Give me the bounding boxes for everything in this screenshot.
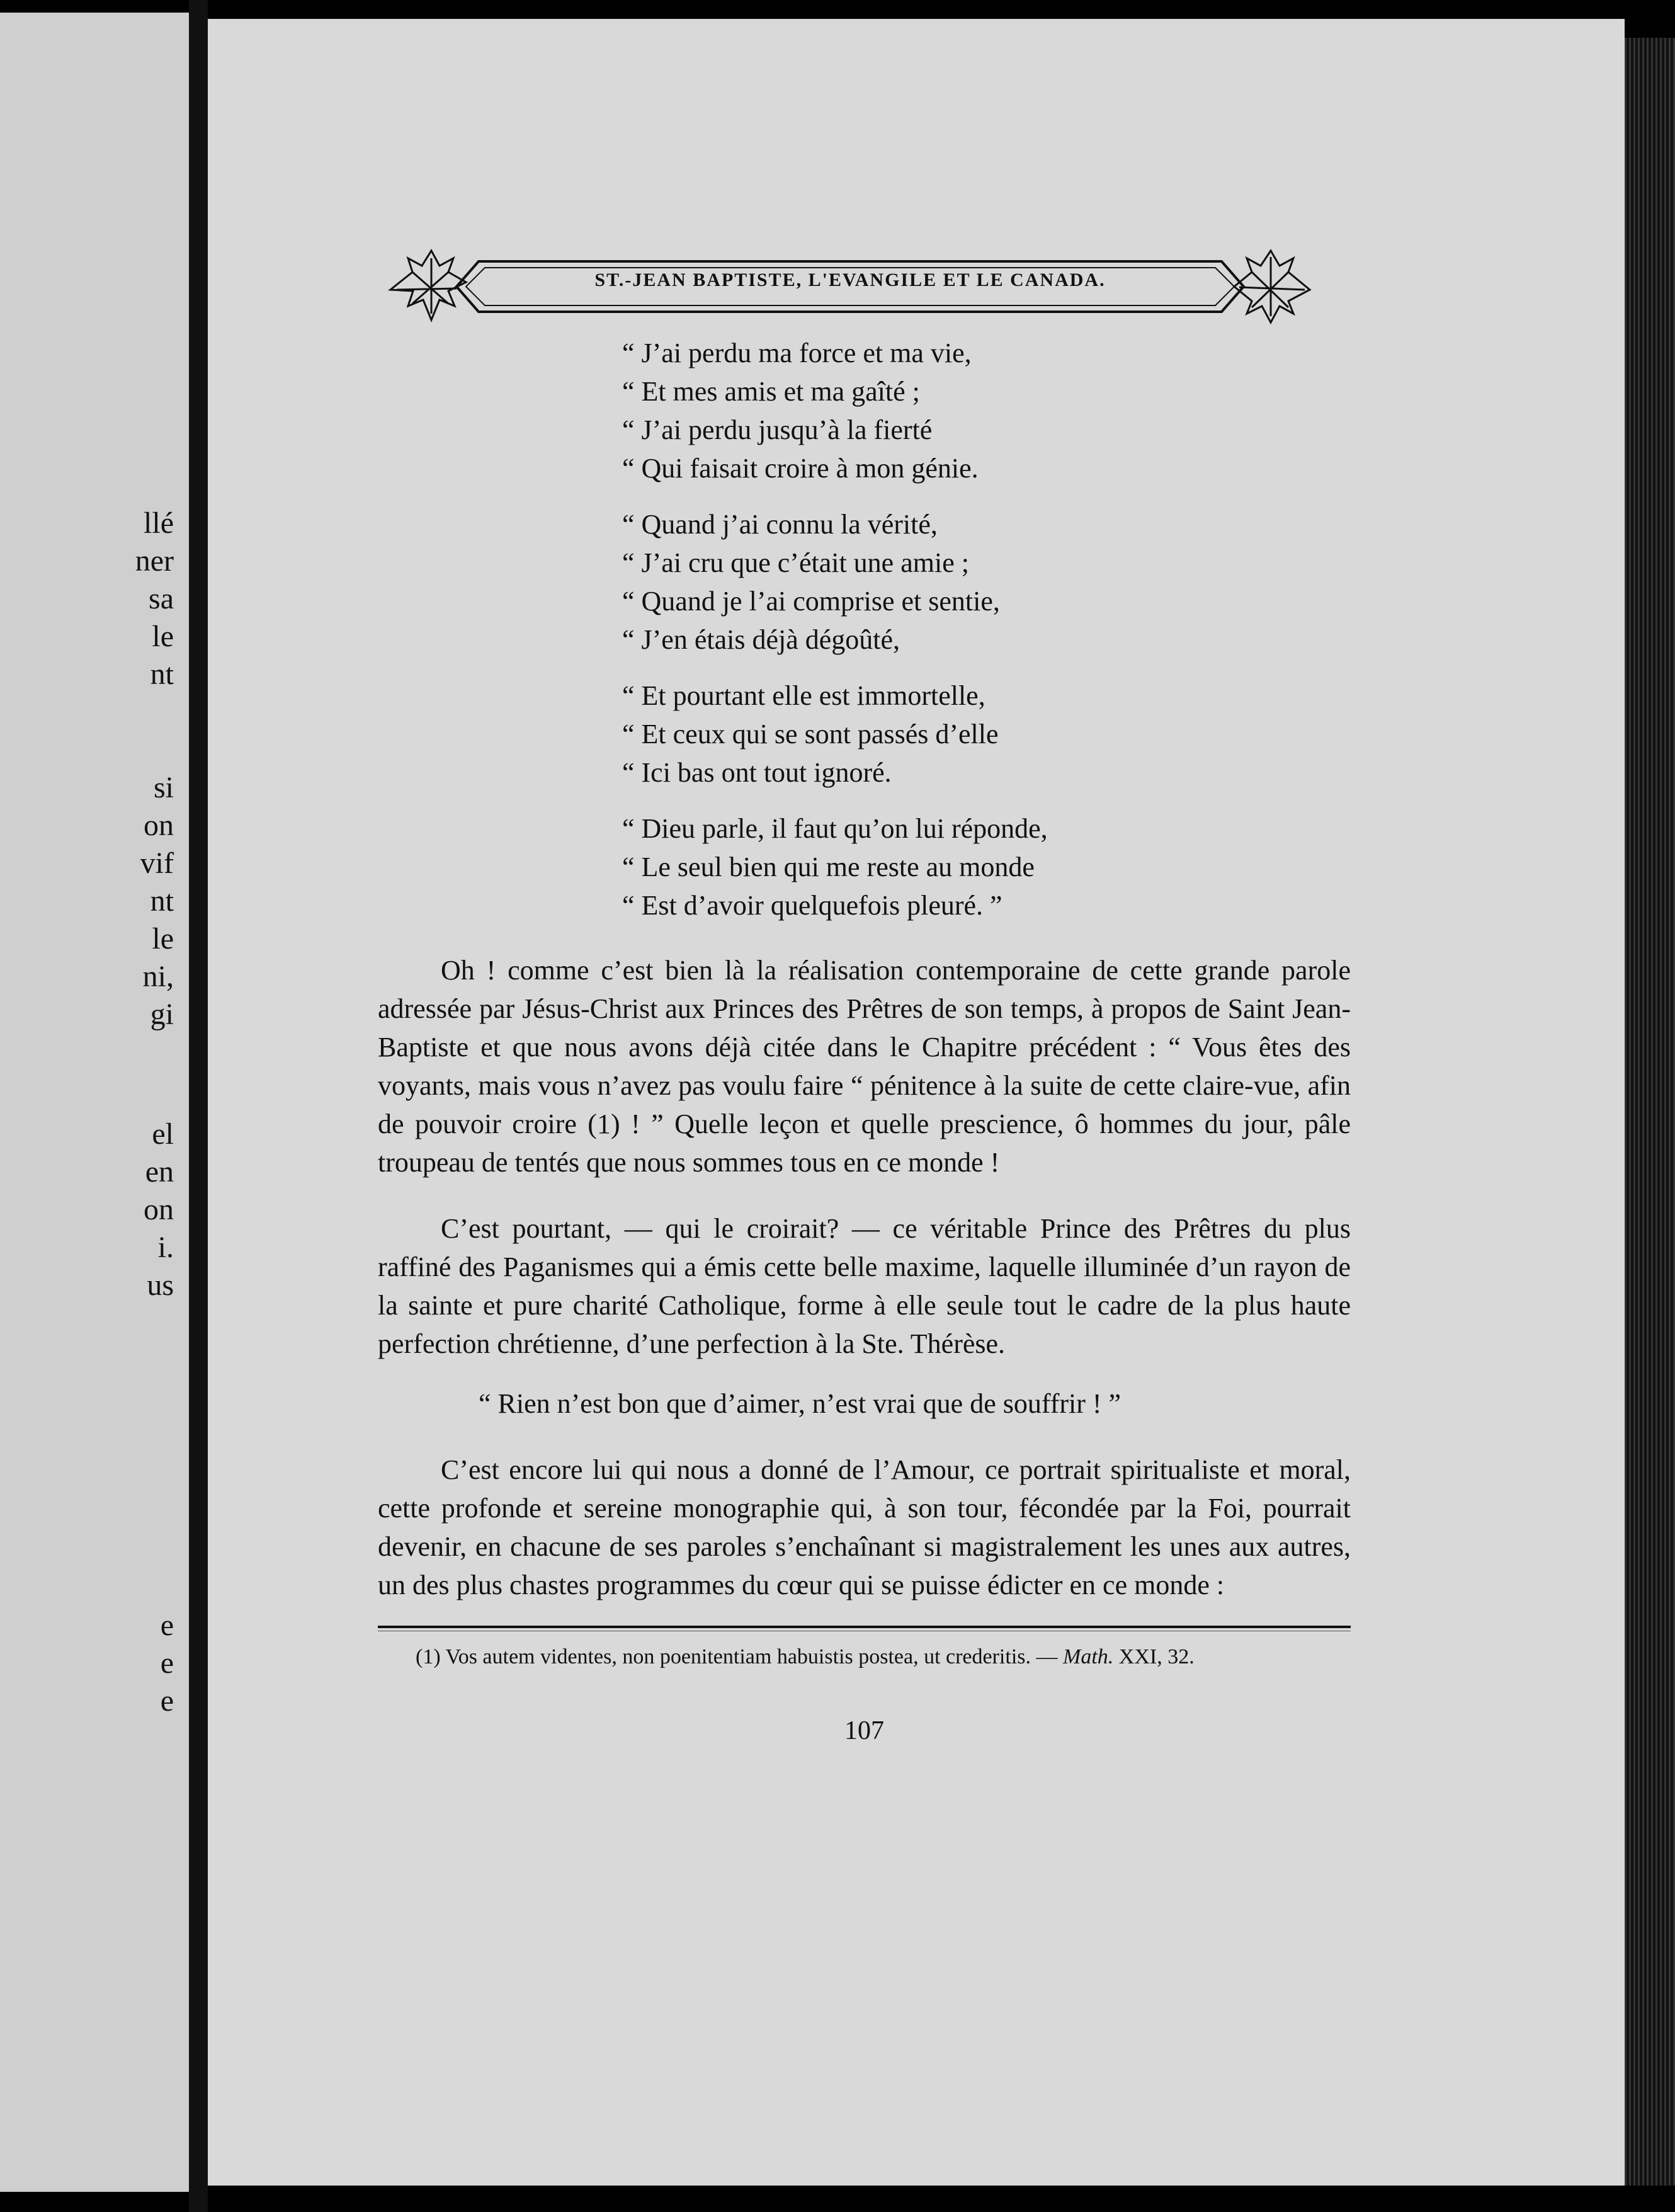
- page-number: 107: [844, 1716, 884, 1745]
- running-head: ST.-JEAN BAPTISTE, L'EVANGILE ET LE CANADA.: [594, 270, 1106, 290]
- left-fragment: gi: [150, 998, 174, 1031]
- poem-line: “ Le seul bien qui me reste au monde: [622, 852, 1035, 882]
- poem-line: “ J’ai perdu jusqu’à la fierté: [622, 414, 933, 445]
- left-fragment: le: [152, 922, 174, 955]
- left-fragment: vif: [140, 847, 174, 880]
- paragraph: C’est encore lui qui nous a donné de l’Amour, ce portrait spiritualiste et moral, cette profonde et sereine monographie qui, à son tour, fécondée par la Foi, pourrait devenir, en chacune de ses paroles s’enchaînant si magistralement les unes aux autres, un des plus chastes programmes du cœur qui se puisse édicter en ce monde :: [378, 1454, 1351, 1600]
- poem-line: “ Dieu parle, il faut qu’on lui réponde,: [622, 813, 1048, 844]
- left-fragment: si: [153, 771, 174, 804]
- poem-stanza: [622, 676, 1351, 792]
- footnote-rule: [378, 1626, 1351, 1628]
- left-fragment: i.: [157, 1231, 174, 1264]
- left-fragment: us: [147, 1268, 174, 1302]
- poem-line: “ Ici bas ont tout ignoré.: [622, 757, 892, 788]
- left-fragment: e: [160, 1684, 174, 1718]
- footnote-text: (1) Vos autem videntes, non poenitentiam habuistis postea, ut crederitis. —: [416, 1645, 1058, 1668]
- poem-line: “ Et ceux qui se sont passés d’elle: [622, 719, 999, 750]
- left-fragment: llé: [144, 506, 174, 540]
- poem-line: “ Qui faisait croire à mon génie.: [622, 453, 979, 484]
- left-fragment: ni,: [142, 960, 174, 993]
- poem-line: “ J’ai perdu ma force et ma vie,: [622, 338, 972, 368]
- paragraph: Oh ! comme c’est bien là la réalisation contemporaine de cette grande parole adressée par Jésus-Christ aux Princes des Prêtres de son temps, à propos de Saint Jean-Baptiste et que nous avons déjà citée dans le Chapitre précédent : “ Vous êtes des voyants, mais vous n’avez pas voulu faire “ pénitence à la suite de cette claire-vue, afin de pouvoir croire (1) ! ” Quelle leçon et quelle prescience, ô hommes du jour, pâle troupeau de tentés que nous sommes tous en ce monde !: [378, 955, 1351, 1178]
- paragraph: C’est pourtant, — qui le croirait? — ce véritable Prince des Prêtres du plus raffiné des Paganismes qui a émis cette belle maxime, laquelle illuminée d’un rayon de la sainte et pure charité Catholique, forme à elle seule tout le cadre de la plus haute perfection chrétienne, d’une perfection à la Ste. Thérèse.: [378, 1213, 1351, 1359]
- poem-line: “ J’en étais déjà dégoûté,: [622, 624, 900, 655]
- page-header: [378, 233, 1322, 340]
- poem-line: “ Et mes amis et ma gaîté ;: [622, 376, 920, 407]
- poem-stanza: [622, 809, 1351, 925]
- poem-line: “ Et pourtant elle est immortelle,: [622, 680, 985, 711]
- left-fragment: le: [152, 620, 174, 653]
- left-fragment: e: [160, 1646, 174, 1680]
- facing-page-fragment: [0, 13, 189, 2192]
- footnote: [378, 1643, 1351, 1672]
- left-fragment: nt: [150, 658, 174, 691]
- poem-line: “ J’ai cru que c’était une amie ;: [622, 547, 969, 578]
- page-text: [378, 334, 1351, 1750]
- left-fragment: en: [145, 1155, 174, 1189]
- left-fragment: sa: [149, 582, 174, 615]
- left-fragment: ner: [135, 544, 174, 578]
- poem-stanza: [622, 505, 1351, 659]
- poem-line: “ Quand j’ai connu la vérité,: [622, 509, 938, 540]
- left-fragment: on: [144, 1193, 174, 1226]
- left-fragment: on: [144, 809, 174, 842]
- poem-stanza: [622, 334, 1351, 487]
- page-stack-edge: [1625, 38, 1675, 2186]
- left-fragment: nt: [150, 884, 174, 918]
- poem-line: “ Est d’avoir quelquefois pleuré. ”: [622, 890, 1002, 921]
- left-fragment: e: [160, 1609, 174, 1642]
- gutter: [189, 0, 208, 2212]
- footnote-ref-book: Math.: [1063, 1645, 1114, 1668]
- left-fragment: el: [152, 1117, 174, 1151]
- maxim-quote: “ Rien n’est bon que d’aimer, n’est vrai que de souffrir ! ”: [479, 1388, 1121, 1419]
- footnote-ref-chapter: XXI, 32.: [1113, 1645, 1195, 1668]
- poem-line: “ Quand je l’ai comprise et sentie,: [622, 586, 1000, 617]
